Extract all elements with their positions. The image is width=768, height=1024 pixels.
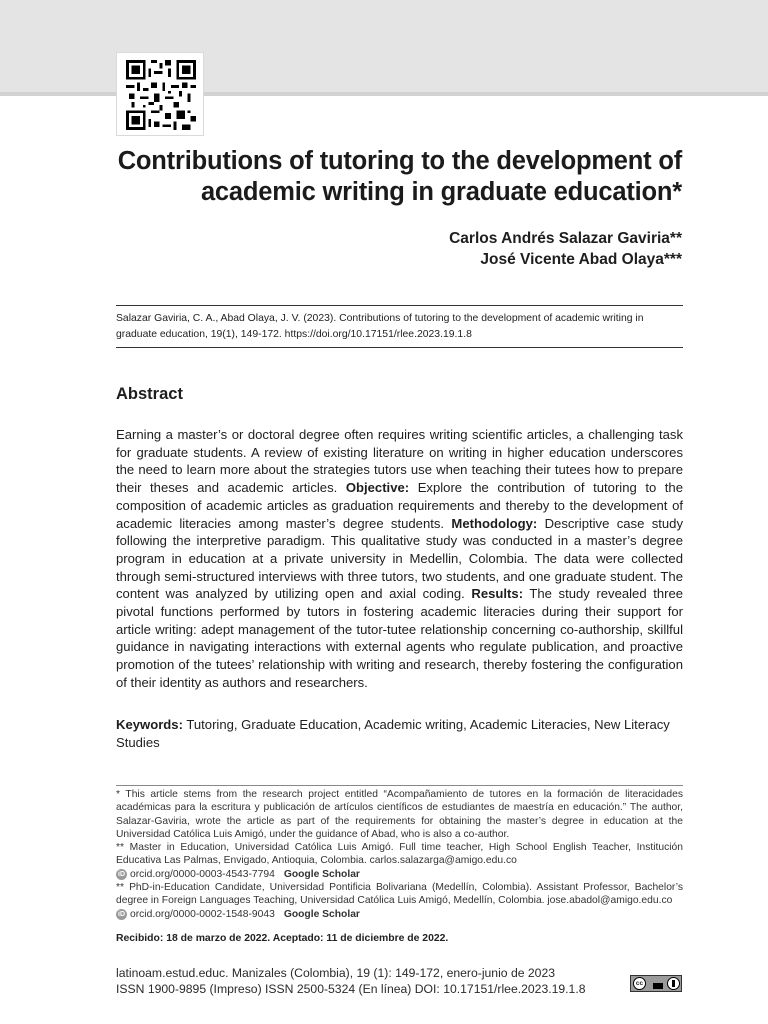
- attribution-icon: [667, 977, 680, 990]
- google-scholar-link-author1[interactable]: Google Scholar: [283, 868, 360, 880]
- footnote-article: * This article stems from the research project entitled “Acompañamiento de tutores en la formación de literacidades académicas para la escritura y publicación de artículos científicos de estudiantes de maestría en educación.” The author, Salazar-Gaviria, wrote the article as part of the requirements for obtaining the master’s degree in education at the Universidad Católica Luis Amigó, under the guidance of Abad, who is also a co-author.: [116, 789, 683, 840]
- abstract-heading: Abstract: [116, 385, 183, 403]
- cc-by-icon: [630, 975, 682, 992]
- footnote-rule: [116, 785, 683, 786]
- methodology-text: Descriptive case study following the interpretive paradigm. This qualitative study was conducted in a master’s degree program in education at a private university in Medellin, Colombia. The data were collected through semi-structured interviews with three tutors, two students, and one graduate student. The content was analyzed by utilizing open and axial coding.: [116, 515, 683, 602]
- author-list: [449, 228, 682, 270]
- objective-label: Objective:: [345, 480, 410, 496]
- qr-code-icon: [126, 60, 196, 130]
- author-name: José Vicente Abad Olaya***: [480, 251, 682, 268]
- keywords-text: Tutoring, Graduate Education, Academic writing, Academic Literacies, New Literacy Studies: [116, 717, 670, 750]
- abstract-intro: Earning a master’s or doctoral degree often requires writing scientific articles, a challenging task for graduate students. A review of existing literature on writing in higher education underscores the need to learn more about the strategies tutors use when teaching their tutees how to prepare their theses and academic articles.: [116, 427, 683, 496]
- citation-top-rule: [116, 305, 683, 306]
- orcid-link-author1[interactable]: orcid.org/0000-0003-4543-7794: [130, 868, 275, 880]
- results-text: The study revealed three pivotal functions performed by tutors in fostering academic literacies during their support for article writing: adept management of the tutor-tutee relationship concerning co-authorship, skillful guidance in navigating interactions with external agents who regulate publication, and proactive promotion of the tutees’ relationship with writing and research, thereby fostering the configuration of their identity as authors and researchers.: [116, 586, 684, 690]
- orcid-link-author2[interactable]: orcid.org/0000-0002-1548-9043: [130, 908, 275, 920]
- objective-text: Explore the contribution of tutoring to the composition of academic articles as graduation requirements and thereby to the development of academic literacies among master’s degree students.: [116, 480, 683, 531]
- journal-info: [116, 965, 586, 997]
- abstract-body: [116, 426, 683, 692]
- keywords: [116, 716, 683, 751]
- received-date: 18 de marzo de 2022.: [166, 933, 271, 944]
- submission-dates: [116, 933, 448, 944]
- received-label: Recibido:: [116, 933, 164, 944]
- orcid-line-author2: [116, 908, 683, 921]
- keywords-label: Keywords:: [116, 717, 183, 732]
- orcid-icon: iD: [118, 910, 125, 918]
- orcid-icon: iD: [118, 870, 125, 878]
- by-label-mark: [653, 983, 663, 989]
- accepted-label: Aceptado:: [272, 933, 324, 944]
- methodology-label: Methodology:: [451, 515, 538, 531]
- results-label: Results:: [471, 586, 524, 602]
- orcid-line-author1: [116, 868, 683, 881]
- google-scholar-link-author2[interactable]: Google Scholar: [283, 908, 360, 920]
- citation-text: Salazar Gaviria, C. A., Abad Olaya, J. V. (2023). Contributions of tutoring to the development of academic writing in graduate education, 19(1), 149-172. https://doi.org/10.17151/rlee.2023.19.1.8: [116, 313, 644, 340]
- article-title: Contributions of tutoring to the development of academic writing in graduate education*: [117, 147, 682, 206]
- footnotes: [116, 788, 683, 921]
- footnote-author1: ** Master in Education, Universidad Católica Luis Amigó. Full time teacher, High School English Teacher, Institución Educativa Las Palmas, Envigado, Antioquia, Colombia. carlos.salazarga@amigo.edu.co: [116, 842, 683, 867]
- footnote-author2: ** PhD-in-Education Candidate, Universidad Pontificia Bolivariana (Medellín, Colombia). Assistant Professor, Bachelor’s degree in Foreign Languages Teaching, Universidad Católica Luis Amigó, Medellín, Colombia. jose.abadol@amigo.edu.co: [116, 882, 683, 907]
- qr-code: [116, 52, 204, 136]
- citation-bottom-rule: [116, 347, 683, 348]
- journal-issn-line: ISSN 1900-9895 (Impreso) ISSN 2500-5324 (En línea) DOI: 10.17151/rlee.2023.19.1.8: [116, 982, 586, 996]
- accepted-date: 11 de diciembre de 2022.: [326, 933, 449, 944]
- journal-citation-line: latinoam.estud.educ. Manizales (Colombia), 19 (1): 149-172, enero-junio de 2023: [116, 966, 556, 980]
- author-name: Carlos Andrés Salazar Gaviria**: [449, 230, 682, 247]
- cc-icon: cc: [633, 977, 646, 990]
